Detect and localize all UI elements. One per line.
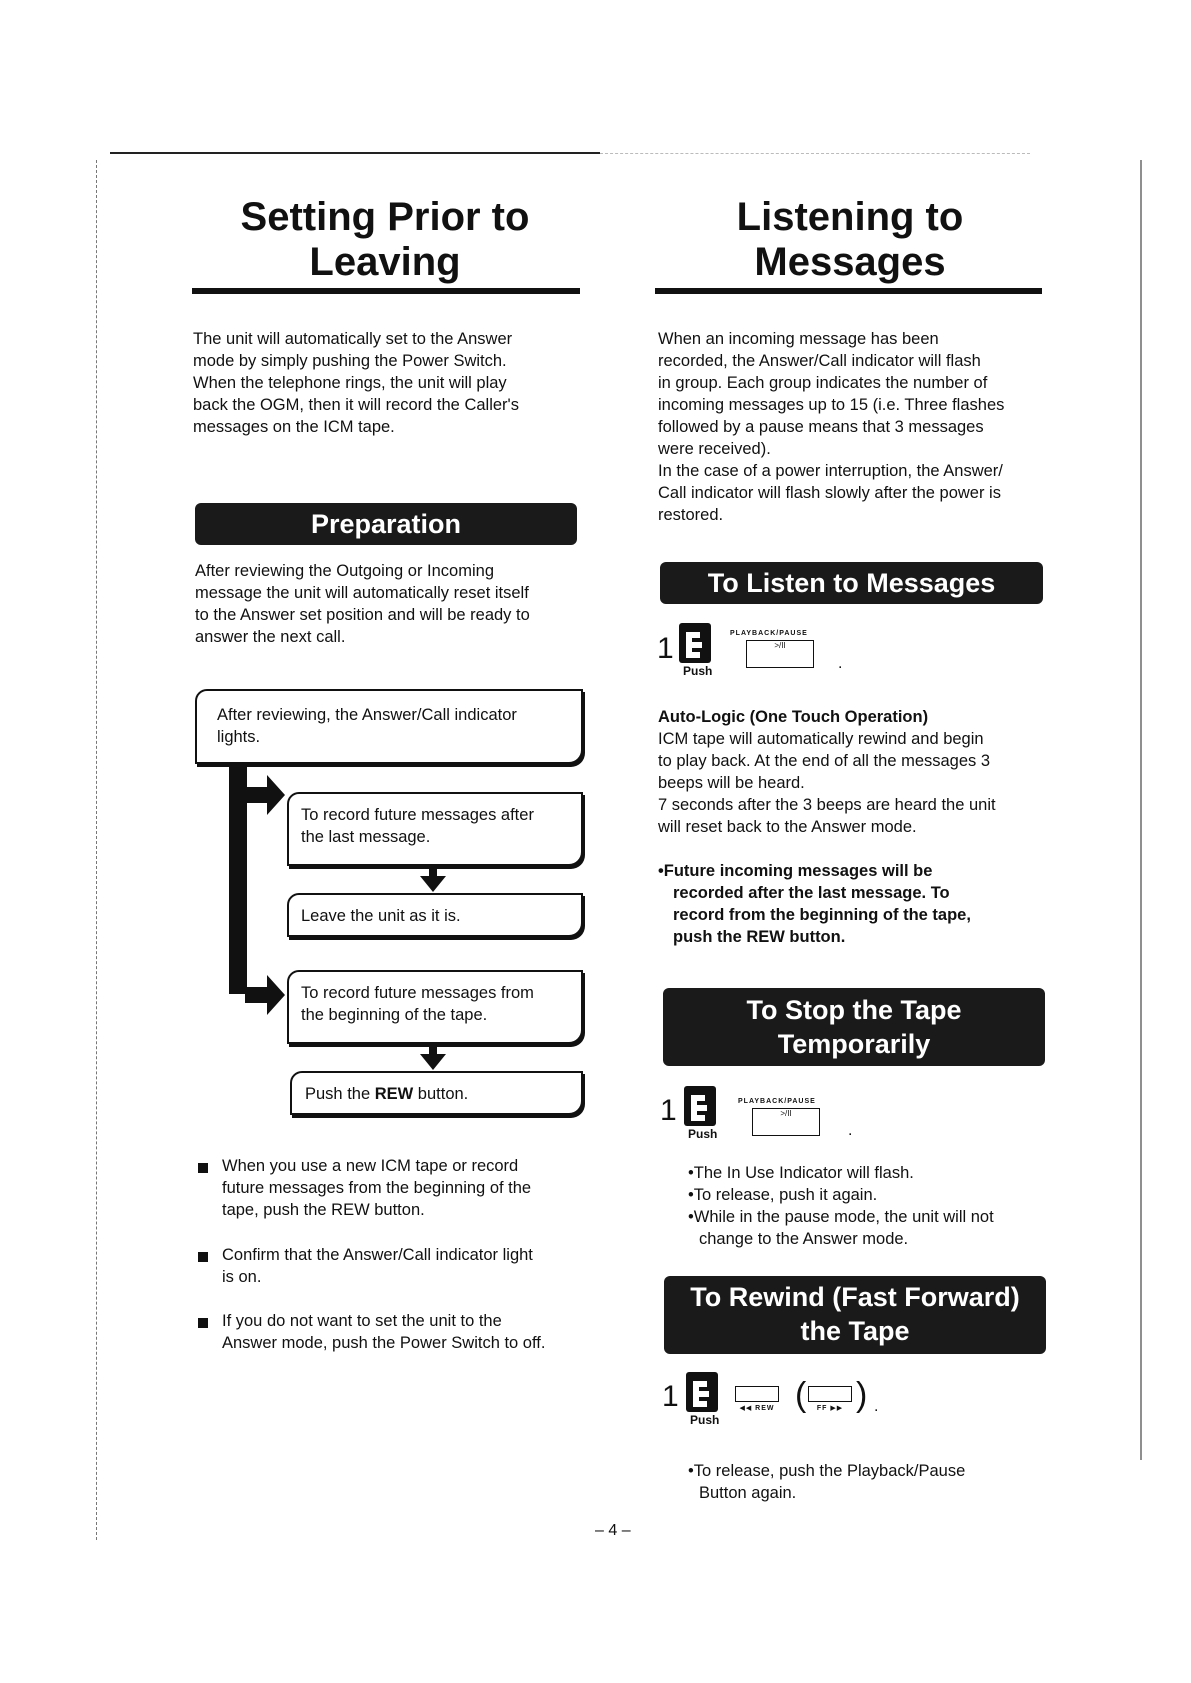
rew-key-label: ◀◀ REW [739, 1405, 775, 1412]
ff-open-paren: ( [795, 1376, 807, 1414]
rewind-heading-line1: To Rewind (Fast Forward) [690, 1282, 1020, 1312]
ff-close-paren: ) [856, 1376, 868, 1414]
stop-notes [688, 1162, 1088, 1250]
playback-pause-label: PLAYBACK/PAUSE [730, 630, 808, 637]
top-rule-dotted [600, 153, 1030, 155]
rewind-heading [664, 1276, 1046, 1354]
left-intro-line: back the OGM, then it will record the Caller's [193, 396, 519, 414]
push-hand-icon [683, 1085, 717, 1127]
right-margin-line [1140, 160, 1144, 1460]
right-intro-line: in group. Each group indicates the number of [658, 374, 988, 392]
stop-heading [663, 988, 1045, 1066]
stop-note-line: •While in the pause mode, the unit will not [688, 1208, 994, 1226]
top-rule [110, 152, 600, 154]
right-intro [658, 328, 1078, 526]
autologic-line: to play back. At the end of all the messages 3 [658, 752, 991, 770]
left-intro [193, 328, 593, 438]
listen-heading: To Listen to Messages [660, 562, 1043, 604]
left-title-line2: Leaving [309, 240, 461, 284]
future-note-line: push the REW button. [673, 928, 846, 946]
flow-top-box [195, 689, 583, 764]
left-intro-line: When the telephone rings, the unit will play [193, 374, 507, 392]
rewind-note-line: •To release, push the Playback/Pause [688, 1462, 966, 1480]
push-label: Push [683, 664, 713, 678]
rewind-step-number: 1 [662, 1380, 679, 1413]
preparation-line: After reviewing the Outgoing or Incoming [195, 562, 494, 580]
playback-pause-key: >/II [746, 640, 814, 668]
left-title [190, 195, 580, 285]
flow-down-arrow-icon [420, 1044, 446, 1070]
listen-step-number: 1 [657, 632, 674, 665]
future-note-line: recorded after the last message. To [673, 884, 950, 902]
flow-branch2-line: To record future messages from [301, 984, 534, 1002]
flow-branch1-arrow-icon [245, 775, 290, 815]
future-note-line: record from the beginning of the tape, [673, 906, 971, 924]
flow-branch2-line: the beginning of the tape. [301, 1006, 488, 1024]
flow-branch1-box [287, 792, 583, 866]
flow-branch1-line: To record future messages after [301, 806, 534, 824]
note-line: tape, push the REW button. [222, 1201, 425, 1219]
rewind-step-period: . [874, 1398, 879, 1415]
right-intro-line: Call indicator will flash slowly after the power is [658, 484, 1001, 502]
stop-note-line: change to the Answer mode. [699, 1230, 909, 1248]
note-bullet [198, 1318, 208, 1328]
flow-branch2-result [290, 1071, 583, 1115]
flow-top-line: After reviewing, the Answer/Call indicator [217, 706, 517, 724]
preparation-line: to the Answer set position and will be ready to [195, 606, 530, 624]
note-2 [222, 1244, 602, 1288]
right-title-line2: Messages [754, 240, 946, 284]
autologic-text [658, 728, 1078, 838]
right-intro-line: incoming messages up to 15 (i.e. Three flashes [658, 396, 1005, 414]
page-number: – 4 – [595, 1522, 631, 1539]
flow-branch2-arrow-icon [245, 975, 290, 1015]
listen-step-period: . [838, 655, 843, 672]
flow-branch2-result-prefix: Push the [305, 1085, 375, 1103]
note-line: is on. [222, 1268, 262, 1286]
flow-branch2-box [287, 970, 583, 1044]
note-3 [222, 1310, 612, 1354]
playback-pause-label: PLAYBACK/PAUSE [738, 1098, 816, 1105]
left-intro-line: messages on the ICM tape. [193, 418, 395, 436]
right-intro-line: In the case of a power interruption, the Answer/ [658, 462, 1003, 480]
flow-down-arrow-icon [420, 866, 446, 892]
autologic-line: ICM tape will automatically rewind and begin [658, 730, 984, 748]
rewind-notes [688, 1460, 1088, 1504]
autologic-heading: Auto-Logic (One Touch Operation) [658, 708, 929, 726]
preparation-line: answer the next call. [195, 628, 346, 646]
preparation-text [195, 560, 595, 648]
right-intro-line: followed by a pause means that 3 messages [658, 418, 984, 436]
future-note-line: •Future incoming messages will be [658, 862, 933, 880]
flow-branch2-result-bold: REW [374, 1085, 414, 1103]
stop-note-line: •The In Use Indicator will flash. [688, 1164, 914, 1182]
right-title [655, 195, 1045, 285]
push-label: Push [690, 1413, 720, 1427]
stop-heading-line1: To Stop the Tape [746, 995, 962, 1025]
push-hand-icon [678, 622, 712, 664]
rewind-note-line: Button again. [699, 1484, 797, 1502]
preparation-line: message the unit will automatically reset itself [195, 584, 529, 602]
flow-branch1-line: the last message. [301, 828, 431, 846]
ff-key-label: FF ▶▶ [816, 1405, 844, 1412]
push-hand-icon [685, 1371, 719, 1413]
right-intro-line: When an incoming message has been [658, 330, 939, 348]
right-intro-line: recorded, the Answer/Call indicator will flash [658, 352, 981, 370]
stop-step-number: 1 [660, 1094, 677, 1127]
left-margin-line [96, 160, 98, 1540]
note-bullet [198, 1163, 208, 1173]
flow-branch2-result-suffix: button. [413, 1085, 469, 1103]
note-line: When you use a new ICM tape or record [222, 1157, 519, 1175]
left-title-underline [192, 288, 580, 294]
note-line: If you do not want to set the unit to the [222, 1312, 502, 1330]
stop-step-period: . [848, 1122, 853, 1139]
preparation-heading: Preparation [195, 503, 577, 545]
stop-heading-line2: Temporarily [777, 1029, 931, 1059]
note-bullet [198, 1252, 208, 1262]
note-line: future messages from the beginning of the [222, 1179, 532, 1197]
note-line: Answer mode, push the Power Switch to off. [222, 1334, 546, 1352]
left-intro-line: The unit will automatically set to the Answer [193, 330, 513, 348]
future-note [658, 860, 1078, 948]
autologic-line: will reset back to the Answer mode. [658, 818, 917, 836]
right-intro-line: were received). [658, 440, 771, 458]
playback-pause-key: >/II [752, 1108, 820, 1136]
stop-note-line: •To release, push it again. [688, 1186, 878, 1204]
rew-key [735, 1386, 779, 1402]
right-title-underline [655, 288, 1042, 294]
push-label: Push [688, 1127, 718, 1141]
flow-top-line: lights. [217, 728, 261, 746]
left-title-line1: Setting Prior to [240, 195, 530, 239]
right-intro-line: restored. [658, 506, 724, 524]
left-intro-line: mode by simply pushing the Power Switch. [193, 352, 507, 370]
note-1 [222, 1155, 602, 1221]
autologic-line: 7 seconds after the 3 beeps are heard the unit [658, 796, 996, 814]
right-title-line1: Listening to [736, 195, 964, 239]
autologic-line: beeps will be heard. [658, 774, 805, 792]
note-line: Confirm that the Answer/Call indicator light [222, 1246, 533, 1264]
ff-key [808, 1386, 852, 1402]
rewind-heading-line2: the Tape [800, 1316, 910, 1346]
flow-branch1-result: Leave the unit as it is. [287, 893, 583, 937]
